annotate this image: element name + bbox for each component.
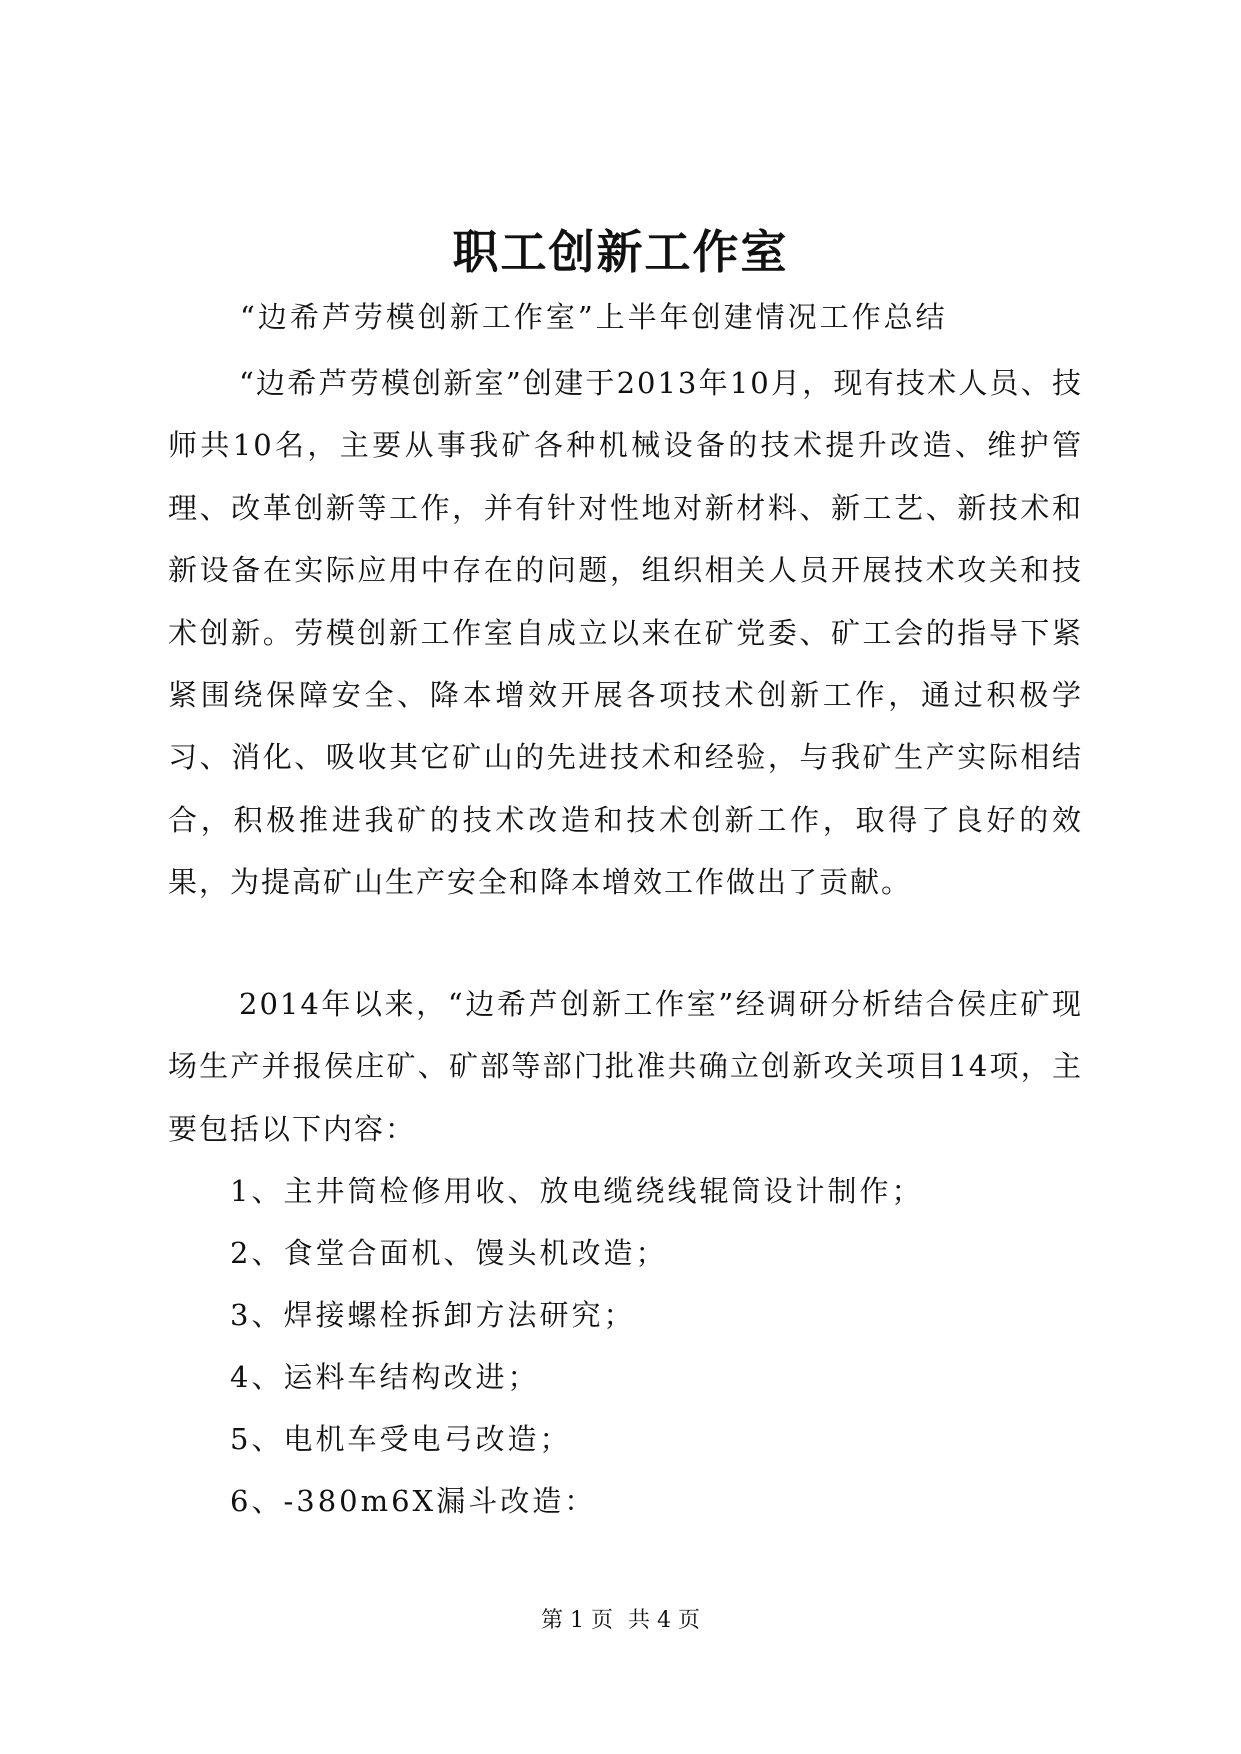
page-total: 共 4 页 (628, 1608, 700, 1633)
page-footer (0, 1606, 1241, 1636)
list-item: 2、食堂合面机、馒头机改造； (230, 1236, 668, 1270)
list-item: 3、焊接螺栓拆卸方法研究； (230, 1298, 636, 1332)
project-list (230, 1160, 1110, 1532)
paragraph-intro: “边希芦劳模创新室”创建于2013年10月，现有技术人员、技师共10名，主要从事我矿各种机械设备的技术提升改造、维护管理、改革创新等工作，并有针对性地对新材料、新工艺、新技术和新设备在实际应用中存在的问题，组织相关人员开展技术攻关和技术创新。劳模创新工作室自成立以来在矿党委、矿工会的指导下紧紧围绕保障安全、降本增效开展各项技术创新工作，通过积极学习、消化、吸收其它矿山的先进技术和经验，与我矿生产实际相结合，积极推进我矿的技术改造和技术创新工作，取得了良好的效果，为提高矿山生产安全和降本增效工作做出了贡献。 (168, 366, 1083, 900)
list-item: 1、主井筒检修用收、放电缆绕线辊筒设计制作； (230, 1174, 924, 1208)
page-number: 第 1 页 (541, 1608, 613, 1633)
paragraph-projects: 2014年以来，“边希芦创新工作室”经调研分析结合侯庄矿现场生产并报侯庄矿、矿部等部门批准共确立创新攻关项目14项，主要包括以下内容： (168, 987, 1083, 1146)
list-item: 5、电机车受电弓改造； (230, 1422, 572, 1456)
document-subtitle: “边希芦劳模创新工作室”上半年创建情况工作总结 (240, 300, 948, 334)
list-item: 4、运料车结构改进； (230, 1360, 540, 1394)
list-item: 6、-380m6X漏斗改造： (230, 1484, 597, 1518)
document-title: 职工创新工作室 (452, 225, 789, 279)
